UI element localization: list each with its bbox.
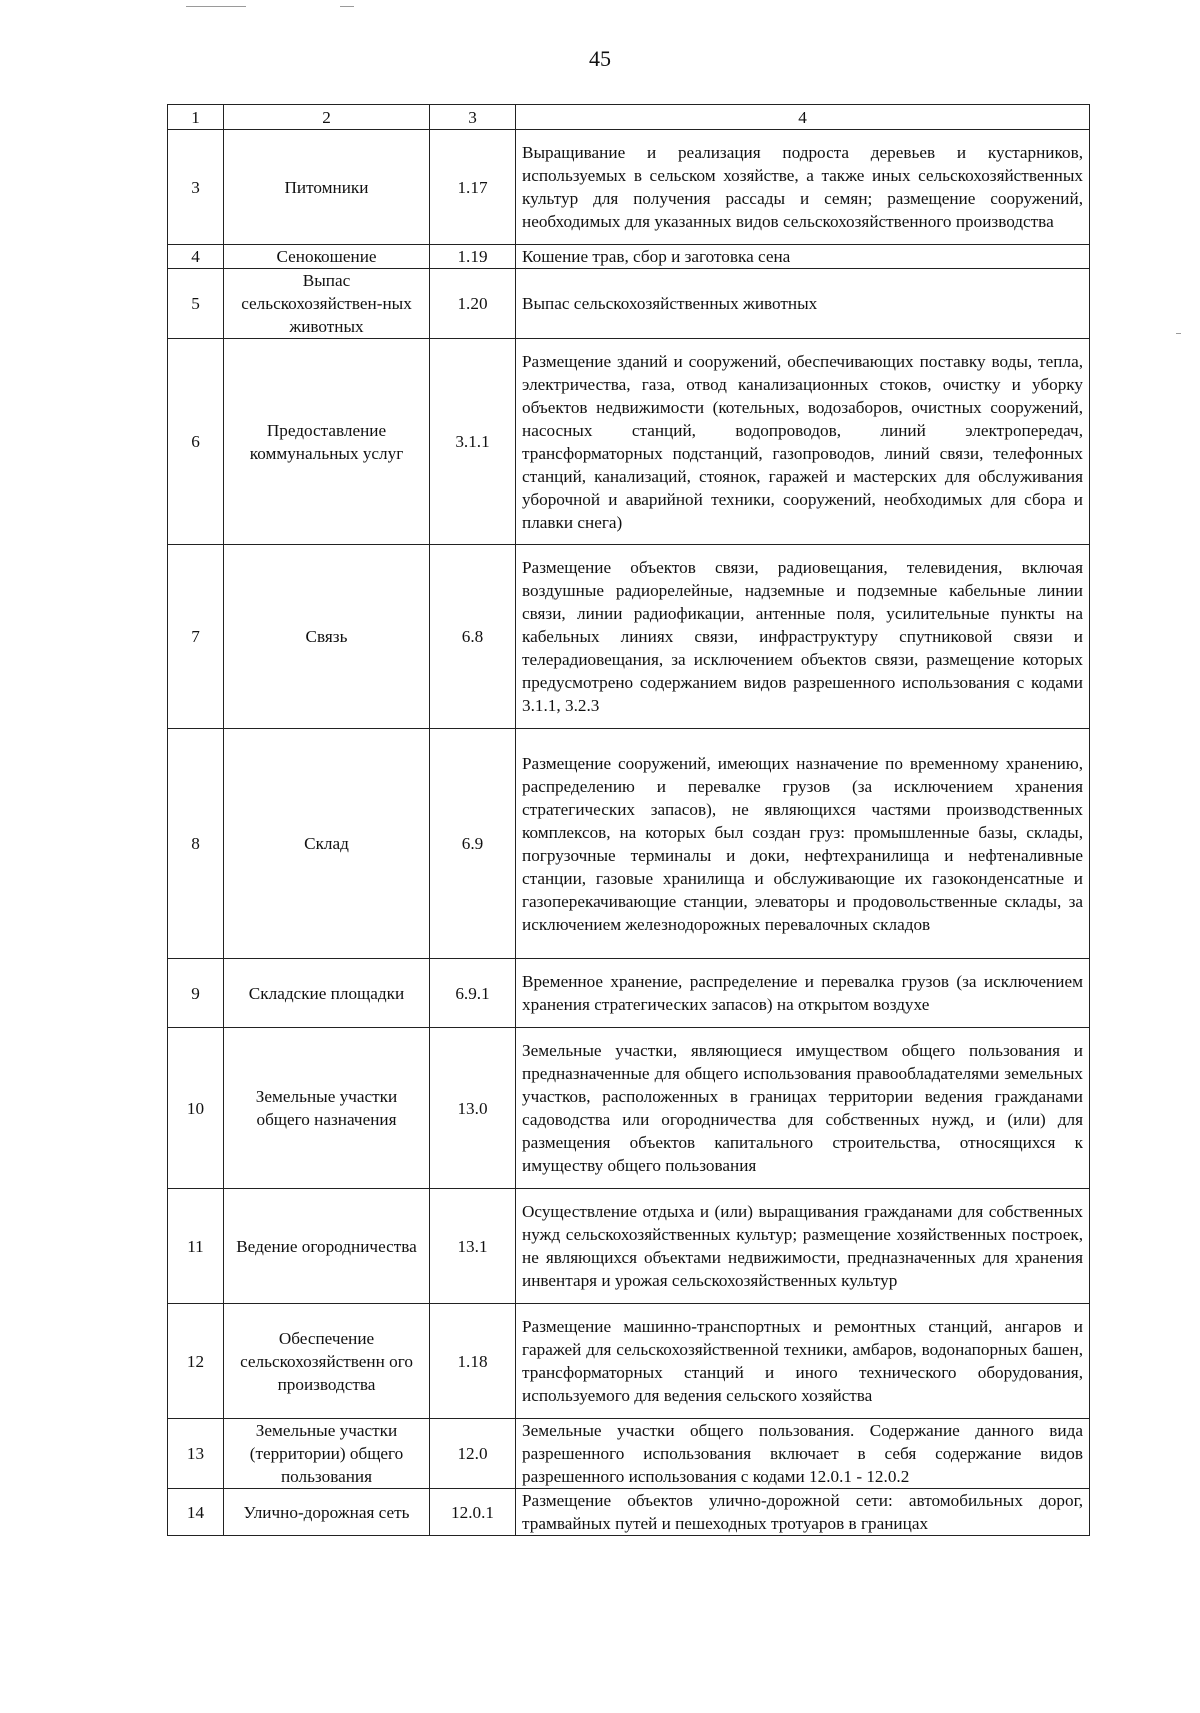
use-type-name: Питомники xyxy=(224,130,430,245)
use-type-code: 3.1.1 xyxy=(430,339,516,545)
table-row xyxy=(168,545,1090,729)
use-type-code: 1.17 xyxy=(430,130,516,245)
header-cell: 1 xyxy=(168,105,224,130)
use-type-name: Сенокошение xyxy=(224,245,430,269)
scan-artifact xyxy=(340,6,354,7)
table-row xyxy=(168,339,1090,545)
use-type-description: Размещение сооружений, имеющих назначение по временному хранению, распределению и перевалке грузов (за исключением хранения стратегических запасов), не являющихся частями производственных комплексов, на которых был создан груз: промышленные базы, склады, погрузочные терминалы и доки, нефтехранилища и нефтеналивные станции, газовые хранилища и обслуживающие их газоконденсатные и газоперекачивающие станции, элеваторы и продовольственные склады, за исключением железнодорожных перевалочных складов xyxy=(516,729,1090,959)
use-type-name: Предоставление коммунальных услуг xyxy=(224,339,430,545)
table-header-row xyxy=(168,105,1090,130)
row-number: 9 xyxy=(168,959,224,1028)
scan-artifact xyxy=(186,6,246,7)
row-number: 3 xyxy=(168,130,224,245)
row-number: 4 xyxy=(168,245,224,269)
header-cell: 2 xyxy=(224,105,430,130)
header-cell: 4 xyxy=(516,105,1090,130)
use-type-name: Выпас сельскохозяйствен-ных животных xyxy=(224,269,430,339)
table-row xyxy=(168,1489,1090,1536)
use-type-code: 13.1 xyxy=(430,1189,516,1304)
use-type-name: Земельные участки общего назначения xyxy=(224,1028,430,1189)
use-type-code: 6.9.1 xyxy=(430,959,516,1028)
use-type-name: Складские площадки xyxy=(224,959,430,1028)
row-number: 6 xyxy=(168,339,224,545)
use-type-description: Кошение трав, сбор и заготовка сена xyxy=(516,245,1090,269)
row-number: 12 xyxy=(168,1304,224,1419)
use-type-description: Осуществление отдыха и (или) выращивания гражданами для собственных нужд сельскохозяйственных культур; размещение хозяйственных построек, не являющихся объектами недвижимости, предназначенных для хранения инвентаря и урожая сельскохозяйственных культур xyxy=(516,1189,1090,1304)
scan-artifact xyxy=(1176,333,1181,334)
use-type-description: Размещение объектов улично-дорожной сети: автомобильных дорог, трамвайных путей и пешеходных тротуаров в границах xyxy=(516,1489,1090,1536)
use-type-description: Земельные участки общего пользования. Содержание данного вида разрешенного использования включает в себя содержание видов разрешенного использования с кодами 12.0.1 - 12.0.2 xyxy=(516,1419,1090,1489)
table-row xyxy=(168,269,1090,339)
use-type-description: Размещение машинно-транспортных и ремонтных станций, ангаров и гаражей для сельскохозяйственной техники, амбаров, водонапорных башен, трансформаторных станций и иного технического оборудования, используемого для ведения сельского хозяйства xyxy=(516,1304,1090,1419)
use-type-code: 1.20 xyxy=(430,269,516,339)
use-type-code: 12.0.1 xyxy=(430,1489,516,1536)
table-row xyxy=(168,1419,1090,1489)
page-number: 45 xyxy=(589,46,611,71)
table-row xyxy=(168,729,1090,959)
row-number: 10 xyxy=(168,1028,224,1189)
use-type-name: Склад xyxy=(224,729,430,959)
row-number: 5 xyxy=(168,269,224,339)
use-type-name: Земельные участки (территории) общего пользования xyxy=(224,1419,430,1489)
table-row xyxy=(168,130,1090,245)
use-type-description: Земельные участки, являющиеся имуществом общего пользования и предназначенные для общего использования правообладателями земельных участков, расположенных в границах территории ведения гражданами садоводства или огородничества для собственных нужд, и (или) для размещения объектов капитального строительства, относящихся к имуществу общего пользования xyxy=(516,1028,1090,1189)
table-row xyxy=(168,1304,1090,1419)
table-row xyxy=(168,245,1090,269)
land-use-table xyxy=(167,104,1090,1536)
table-row xyxy=(168,1028,1090,1189)
use-type-code: 1.18 xyxy=(430,1304,516,1419)
use-type-code: 6.9 xyxy=(430,729,516,959)
use-type-description: Выпас сельскохозяйственных животных xyxy=(516,269,1090,339)
use-type-description: Временное хранение, распределение и перевалка грузов (за исключением хранения стратегических запасов) на открытом воздухе xyxy=(516,959,1090,1028)
use-type-description: Выращивание и реализация подроста деревьев и кустарников, используемых в сельском хозяйстве, а также иных сельскохозяйственных культур для получения рассады и семян; размещение сооружений, необходимых для указанных видов сельскохозяйственного производства xyxy=(516,130,1090,245)
use-type-name: Улично-дорожная сеть xyxy=(224,1489,430,1536)
use-type-name: Обеспечение сельскохозяйственн ого производства xyxy=(224,1304,430,1419)
row-number: 14 xyxy=(168,1489,224,1536)
row-number: 7 xyxy=(168,545,224,729)
row-number: 11 xyxy=(168,1189,224,1304)
row-number: 13 xyxy=(168,1419,224,1489)
use-type-name: Связь xyxy=(224,545,430,729)
use-type-code: 6.8 xyxy=(430,545,516,729)
use-type-code: 1.19 xyxy=(430,245,516,269)
use-type-description: Размещение зданий и сооружений, обеспечивающих поставку воды, тепла, электричества, газа, отвод канализационных стоков, очистку и уборку объектов недвижимости (котельных, водозаборов, очистных сооружений, насосных станций, водопроводов, линий электропередач, трансформаторных подстанций, газопроводов, линий связи, телефонных станций, канализаций, стоянок, гаражей и мастерских для обслуживания уборочной и аварийной техники, сооружений, необходимых для сбора и плавки снега) xyxy=(516,339,1090,545)
header-cell: 3 xyxy=(430,105,516,130)
use-type-name: Ведение огородничества xyxy=(224,1189,430,1304)
use-type-description: Размещение объектов связи, радиовещания, телевидения, включая воздушные радиорелейные, надземные и подземные кабельные линии связи, линии радиофикации, антенные поля, усилительные пункты на кабельных линиях связи, инфраструктуру спутниковой связи и телерадиовещания, за исключением объектов связи, размещение которых предусмотрено содержанием видов разрешенного использования с кодами 3.1.1, 3.2.3 xyxy=(516,545,1090,729)
use-type-code: 12.0 xyxy=(430,1419,516,1489)
table-row xyxy=(168,959,1090,1028)
table-row xyxy=(168,1189,1090,1304)
use-type-code: 13.0 xyxy=(430,1028,516,1189)
row-number: 8 xyxy=(168,729,224,959)
